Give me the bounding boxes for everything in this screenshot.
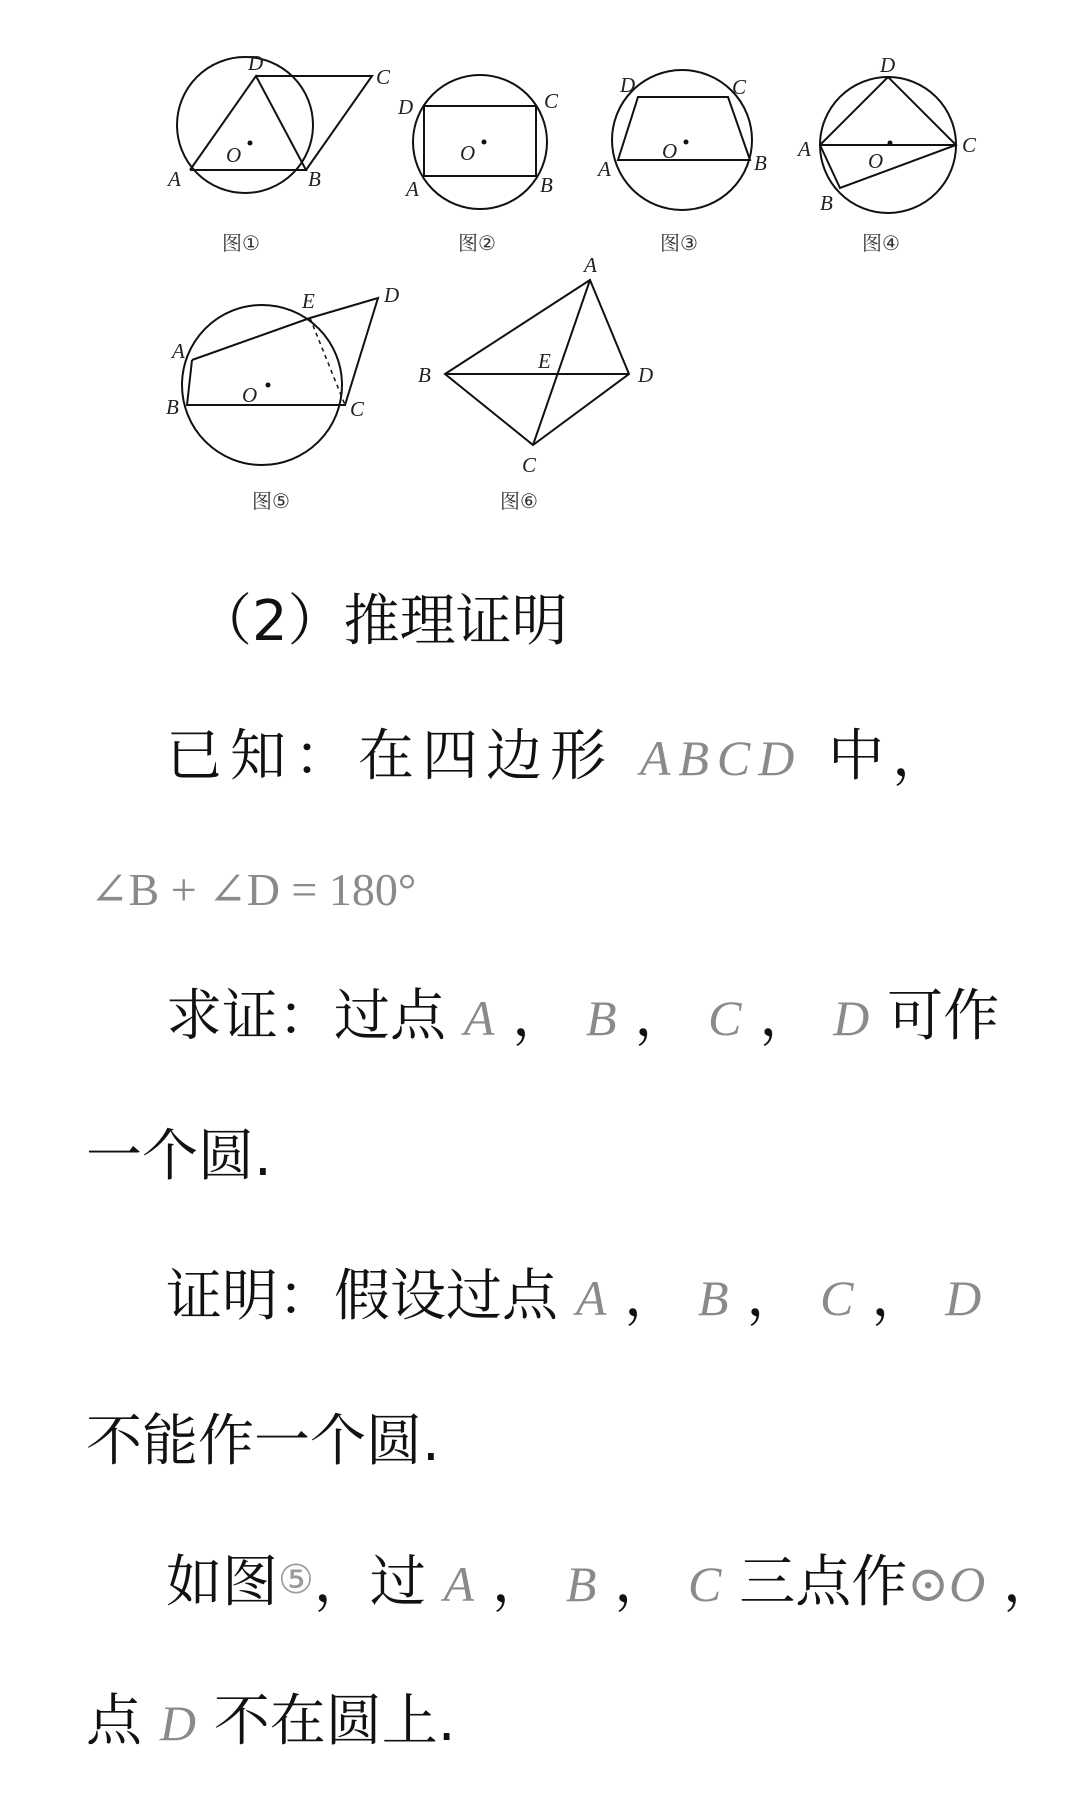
svg-text:E: E <box>302 289 315 313</box>
svg-text:B: B <box>166 395 179 419</box>
svg-text:C: C <box>544 89 559 113</box>
svg-text:B: B <box>820 191 833 215</box>
svg-text:A: A <box>168 167 181 191</box>
svg-text:E: E <box>538 349 551 373</box>
prove-line: 求证：过点 A ， B ， C ， D 可作 <box>166 984 1000 1049</box>
svg-text:A: A <box>584 253 597 277</box>
svg-text:O: O <box>460 141 476 165</box>
svg-text:D: D <box>880 53 896 77</box>
svg-text:A: A <box>598 157 611 181</box>
figure-6 <box>418 253 653 513</box>
svg-text:A: A <box>172 339 185 363</box>
svg-text:B: B <box>754 151 767 175</box>
figure-1-caption: 图① <box>222 231 260 255</box>
svg-text:A: A <box>798 137 811 161</box>
svg-text:C: C <box>732 75 747 99</box>
figure-4-caption: 图④ <box>862 231 900 255</box>
svg-text:O: O <box>242 383 258 407</box>
svg-text:O: O <box>226 143 242 167</box>
proof-line-2: 不能作一个圆. <box>86 1409 440 1474</box>
figure-4 <box>796 53 977 255</box>
figure-ref-line: 如图⑤，过 A ， B ， C 三点作⊙O ， <box>166 1550 1060 1615</box>
svg-text:D: D <box>398 95 414 119</box>
svg-text:B: B <box>308 167 321 191</box>
svg-text:B: B <box>418 363 431 387</box>
figure-3 <box>596 70 767 255</box>
figure-5-caption: 图⑤ <box>252 489 290 513</box>
figure-6-caption: 图⑥ <box>500 489 538 513</box>
figure-5 <box>166 283 399 513</box>
geometry-figures <box>0 0 1080 530</box>
svg-text:B: B <box>540 173 553 197</box>
svg-text:O: O <box>868 149 884 173</box>
figure-3-caption: 图③ <box>660 231 698 255</box>
svg-text:D: D <box>248 51 264 75</box>
svg-text:C: C <box>522 453 537 477</box>
svg-text:D: D <box>638 363 654 387</box>
svg-text:C: C <box>962 133 977 157</box>
figure-5-ref: ⑤ <box>278 1557 314 1603</box>
svg-text:D: D <box>384 283 400 307</box>
section-title: （2）推理证明 <box>196 589 568 654</box>
circle-o-symbol: ⊙O <box>907 1556 986 1612</box>
last-line: 点 D 不在圆上. <box>86 1689 456 1754</box>
svg-text:A: A <box>406 177 419 201</box>
figure-2 <box>397 75 559 255</box>
svg-text:D: D <box>620 73 636 97</box>
svg-text:O: O <box>662 139 678 163</box>
figure-1 <box>166 51 391 255</box>
proof-line: 证明：假设过点 A ， B ， C ， D <box>166 1264 982 1329</box>
svg-text:C: C <box>376 65 391 89</box>
figure-2-caption: 图② <box>458 231 496 255</box>
given-line: 已知：在四边形 ABCD 中， <box>166 724 957 789</box>
svg-text:C: C <box>350 397 365 421</box>
prove-line-2: 一个圆. <box>86 1124 272 1189</box>
given-angle-formula: ∠B + ∠D = 180° <box>90 864 417 915</box>
